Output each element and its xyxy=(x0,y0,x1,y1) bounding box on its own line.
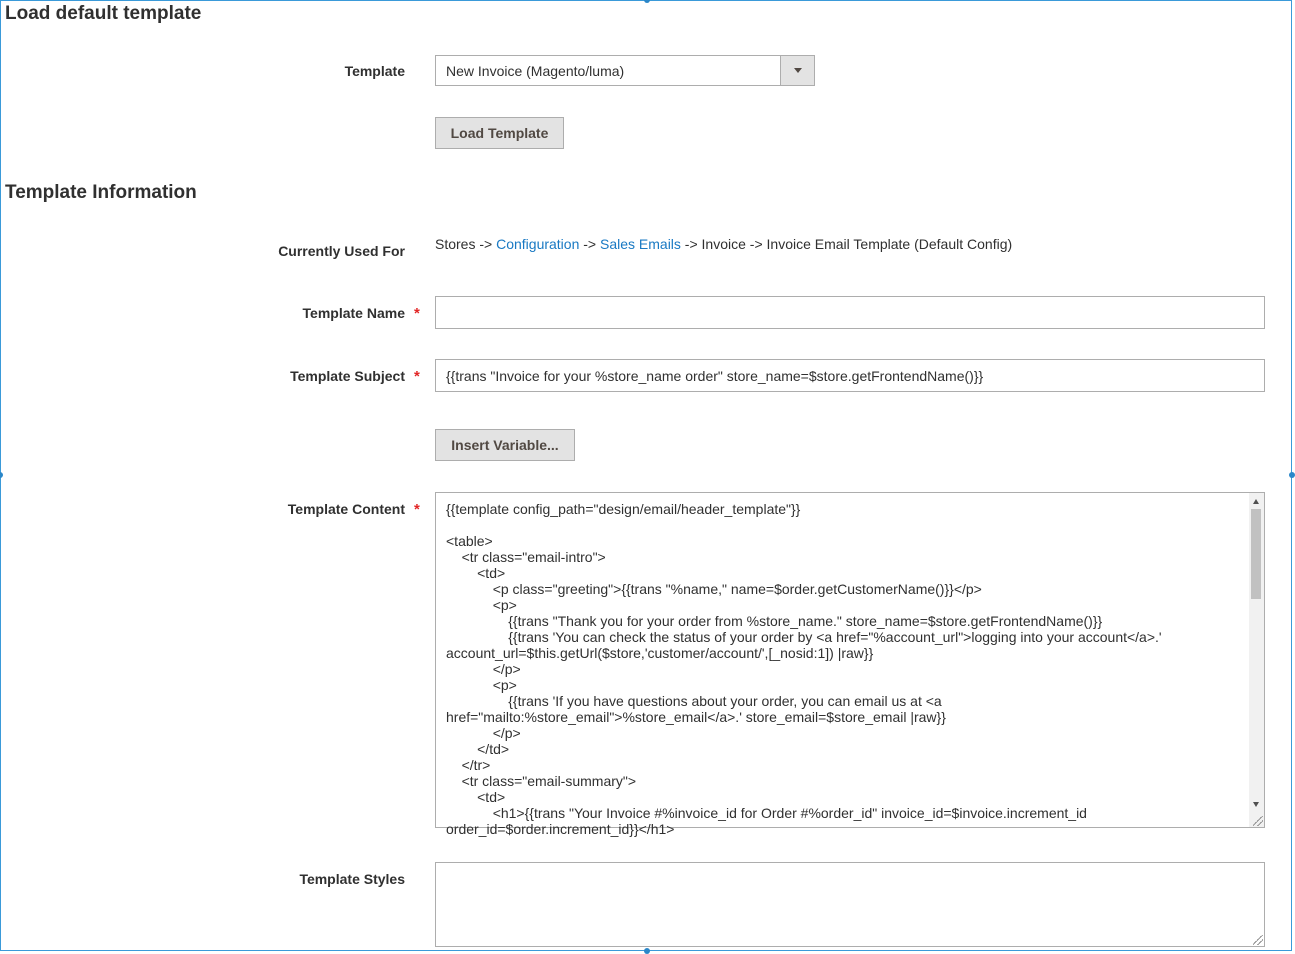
right-resize-handle[interactable] xyxy=(1289,472,1295,478)
template-subject-input[interactable] xyxy=(435,359,1265,392)
required-mark: * xyxy=(414,305,420,322)
template-label: Template xyxy=(344,63,405,79)
chevron-down-icon xyxy=(794,68,802,73)
currently-used-value xyxy=(435,236,1012,252)
template-info-title: Template Information xyxy=(5,182,197,203)
template-select[interactable] xyxy=(435,55,815,86)
sales-emails-link[interactable]: Sales Emails xyxy=(600,236,681,252)
path-rest: -> Invoice -> Invoice Email Template (Default Config) xyxy=(680,236,1013,252)
scroll-thumb[interactable] xyxy=(1251,509,1261,599)
path-sep: -> xyxy=(579,236,600,252)
resize-grip-icon[interactable] xyxy=(1253,935,1263,945)
required-mark: * xyxy=(414,368,420,385)
required-mark: * xyxy=(414,501,420,518)
load-template-button[interactable]: Load Template xyxy=(435,117,564,149)
template-content-label: Template Content xyxy=(287,501,405,517)
currently-used-label: Currently Used For xyxy=(278,243,405,259)
configuration-link[interactable]: Configuration xyxy=(496,236,580,252)
template-name-input[interactable] xyxy=(435,296,1265,329)
path-stores: Stores -> xyxy=(435,236,497,252)
template-select-value: New Invoice (Magento/luma) xyxy=(446,63,625,79)
load-default-title: Load default template xyxy=(5,3,202,24)
template-name-label: Template Name xyxy=(302,305,405,321)
resize-grip-icon[interactable] xyxy=(1253,816,1263,826)
select-toggle[interactable] xyxy=(780,56,814,85)
template-content-text: {{template config_path="design/email/header_template"}} <table> <tr class="email-intro"> <td> <p class="greeting">{{trans "%name," name=$order.getCustomerName()}}</p> <p> {{trans "Thank you for your order from %store_name." store_name=$store.getFrontendName()}} {{trans 'You can check the status of your order by <a href="%account_url">logging into your account</a>.' account_url=$this.getUrl($store,'customer/account/',[_nosid:1]) |raw}} </p> <p> {{trans 'If you have questions about your order, you can email us at <a href="mailto:%store_email">%store_email</a>.' store_email=$store_email |raw}} </p> </td> </tr> <tr class="email-summary"> <td> <h1>{{trans "Your Invoice #%invoice_id for Order #%order_id" invoice_id=$invoice.increment_id order_id=$order.increment_id}}</h1> xyxy=(446,501,1162,837)
template-styles-textarea[interactable] xyxy=(435,862,1265,947)
template-content-textarea[interactable] xyxy=(435,492,1265,837)
content-scrollbar[interactable] xyxy=(1249,493,1264,827)
scroll-down-arrow-icon[interactable] xyxy=(1253,802,1259,807)
template-styles-label: Template Styles xyxy=(299,871,405,887)
template-subject-label: Template Subject xyxy=(290,368,405,384)
scroll-up-arrow-icon[interactable] xyxy=(1253,499,1259,504)
insert-variable-button[interactable]: Insert Variable... xyxy=(435,429,575,461)
bottom-resize-handle[interactable] xyxy=(644,948,650,954)
